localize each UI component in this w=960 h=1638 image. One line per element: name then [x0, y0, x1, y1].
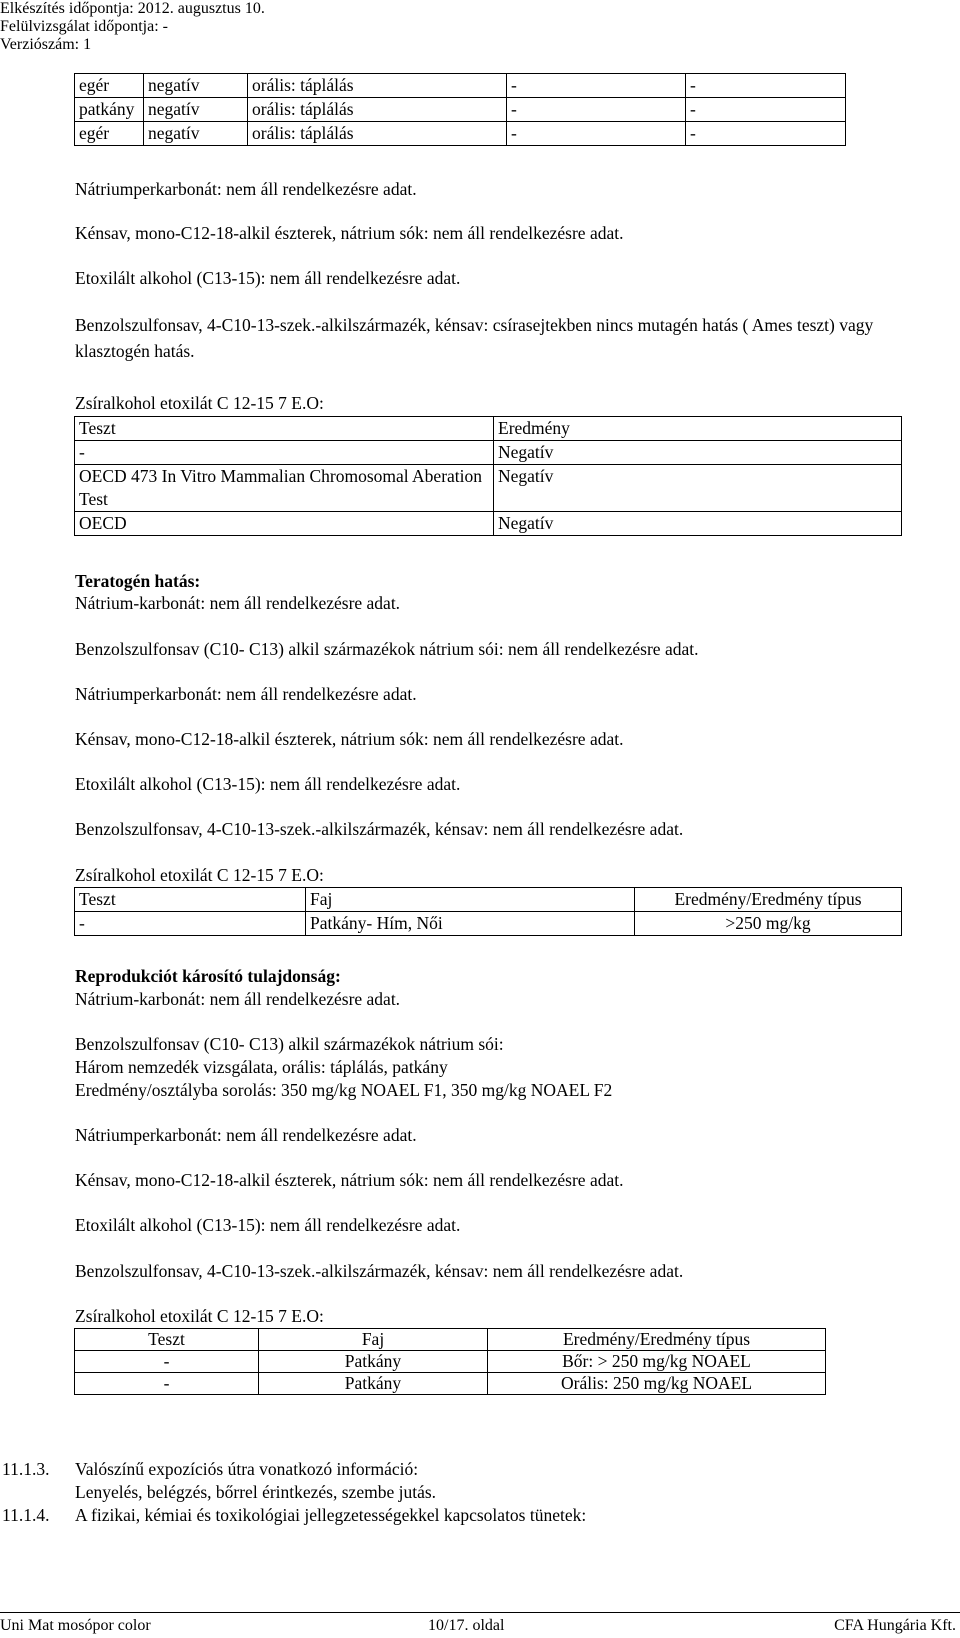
- table-row: [75, 98, 846, 122]
- table-cell: OECD 473 In Vitro Mammalian Chromosomal Aberation Test: [75, 465, 494, 512]
- substance-label: Zsíralkohol etoxilát C 12-15 7 E.O:: [75, 865, 324, 885]
- table-cell: egér: [75, 122, 144, 146]
- table-cell: Negatív: [494, 441, 902, 465]
- section-body: Lenyelés, belégzés, bőrrel érintkezés, szembe jutás.: [75, 1482, 437, 1502]
- paragraph: Etoxilált alkohol (C13-15): nem áll rendelkezésre adat.: [75, 268, 461, 288]
- table-cell: -: [75, 441, 494, 465]
- paragraph: Benzolszulfonsav (C10- C13) alkil származékok nátrium sói:: [75, 1034, 504, 1054]
- column-header: Faj: [306, 888, 635, 912]
- teratogen-test-table: [74, 887, 902, 936]
- table-row: [75, 74, 846, 98]
- column-header: Eredmény/Eredmény típus: [635, 888, 902, 912]
- section-title: Valószínű expozíciós útra vonatkozó információ:: [75, 1459, 419, 1479]
- column-header: Teszt: [75, 417, 494, 441]
- table-cell: Orális: 250 mg/kg NOAEL: [488, 1373, 826, 1395]
- table-cell: orális: táplálás: [248, 74, 507, 98]
- paragraph: Kénsav, mono-C12-18-alkil észterek, nátrium sók: nem áll rendelkezésre adat.: [75, 223, 624, 243]
- table-cell: orális: táplálás: [248, 98, 507, 122]
- table-cell: -: [686, 98, 846, 122]
- table-row: [75, 465, 902, 512]
- section-heading: Reprodukciót károsító tulajdonság:: [75, 966, 341, 986]
- table-cell: -: [686, 74, 846, 98]
- table-cell: negatív: [144, 122, 248, 146]
- prepared-date: Elkészítés időpontja: 2012. augusztus 10.: [0, 0, 265, 17]
- table-cell: orális: táplálás: [248, 122, 507, 146]
- table-cell: negatív: [144, 98, 248, 122]
- company-name: CFA Hungária Kft.: [834, 1617, 956, 1634]
- paragraph: Három nemzedék vizsgálata, orális: táplálás, patkány: [75, 1057, 448, 1077]
- table-cell: patkány: [75, 98, 144, 122]
- product-name: Uni Mat mosópor color: [0, 1617, 151, 1634]
- table-cell: Negatív: [494, 512, 902, 536]
- paragraph: Benzolszulfonsav, 4-C10-13-szek.-alkilszármazék, kénsav: nem áll rendelkezésre adat.: [75, 819, 684, 839]
- section-title: A fizikai, kémiai és toxikológiai jellegzetességekkel kapcsolatos tünetek:: [75, 1505, 587, 1525]
- table-cell: Bőr: > 250 mg/kg NOAEL: [488, 1351, 826, 1373]
- table-cell: -: [507, 98, 686, 122]
- table-cell: Patkány- Hím, Női: [306, 912, 635, 936]
- table-row: [75, 512, 902, 536]
- paragraph: Nátriumperkarbonát: nem áll rendelkezésre adat.: [75, 684, 417, 704]
- reproductive-test-table: [74, 1328, 826, 1395]
- paragraph: Kénsav, mono-C12-18-alkil észterek, nátrium sók: nem áll rendelkezésre adat.: [75, 1170, 624, 1190]
- paragraph: Eredmény/osztályba sorolás: 350 mg/kg NOAEL F1, 350 mg/kg NOAEL F2: [75, 1080, 613, 1100]
- page-number: 10/17. oldal: [428, 1617, 505, 1634]
- table-cell: -: [507, 122, 686, 146]
- document-header: [0, 0, 265, 54]
- column-header: Teszt: [75, 888, 306, 912]
- table-header-row: [75, 1329, 826, 1351]
- paragraph: Nátriumperkarbonát: nem áll rendelkezésre adat.: [75, 1125, 417, 1145]
- table-cell: -: [686, 122, 846, 146]
- section-heading: Teratogén hatás:: [75, 571, 201, 591]
- paragraph: Etoxilált alkohol (C13-15): nem áll rendelkezésre adat.: [75, 1215, 461, 1235]
- version-number: Verziószám: 1: [0, 36, 92, 53]
- table-cell: OECD: [75, 512, 494, 536]
- mutagenicity-results-table: [74, 73, 846, 146]
- section-number: 11.1.3.: [2, 1459, 50, 1479]
- table-cell: Patkány: [259, 1373, 488, 1395]
- column-header: Teszt: [75, 1329, 259, 1351]
- table-cell: -: [75, 1373, 259, 1395]
- table-cell: egér: [75, 74, 144, 98]
- table-cell: negatív: [144, 74, 248, 98]
- paragraph: Benzolszulfonsav (C10- C13) alkil származékok nátrium sói: nem áll rendelkezésre adat.: [75, 639, 699, 659]
- table-row: [75, 912, 902, 936]
- column-header: Faj: [259, 1329, 488, 1351]
- table-cell: -: [75, 912, 306, 936]
- paragraph: Nátrium-karbonát: nem áll rendelkezésre adat.: [75, 593, 401, 613]
- table-row: [75, 122, 846, 146]
- paragraph: Benzolszulfonsav, 4-C10-13-szek.-alkilszármazék, kénsav: nem áll rendelkezésre adat.: [75, 1261, 684, 1281]
- section-number: 11.1.4.: [2, 1505, 50, 1525]
- chromosomal-test-table: [74, 416, 902, 536]
- table-cell: Patkány: [259, 1351, 488, 1373]
- table-row: [75, 1373, 826, 1395]
- table-header-row: [75, 888, 902, 912]
- table-cell: -: [507, 74, 686, 98]
- page-footer: [0, 1612, 960, 1635]
- table-cell: >250 mg/kg: [635, 912, 902, 936]
- table-row: [75, 441, 902, 465]
- table-cell: -: [75, 1351, 259, 1373]
- column-header: Eredmény/Eredmény típus: [488, 1329, 826, 1351]
- paragraph: Nátrium-karbonát: nem áll rendelkezésre adat.: [75, 989, 401, 1009]
- paragraph: Nátriumperkarbonát: nem áll rendelkezésre adat.: [75, 179, 417, 199]
- column-header: Eredmény: [494, 417, 902, 441]
- paragraph: Etoxilált alkohol (C13-15): nem áll rendelkezésre adat.: [75, 774, 461, 794]
- paragraph: Kénsav, mono-C12-18-alkil észterek, nátrium sók: nem áll rendelkezésre adat.: [75, 729, 624, 749]
- review-date: Felülvizsgálat időpontja: -: [0, 18, 168, 35]
- substance-label: Zsíralkohol etoxilát C 12-15 7 E.O:: [75, 393, 324, 413]
- paragraph: Benzolszulfonsav, 4-C10-13-szek.-alkilszármazék, kénsav: csírasejtekben nincs mutagén hatás ( Ames teszt) vagy klasztogén hatás.: [75, 315, 874, 361]
- substance-label: Zsíralkohol etoxilát C 12-15 7 E.O:: [75, 1306, 324, 1326]
- table-cell: Negatív: [494, 465, 902, 512]
- table-header-row: [75, 417, 902, 441]
- table-row: [75, 1351, 826, 1373]
